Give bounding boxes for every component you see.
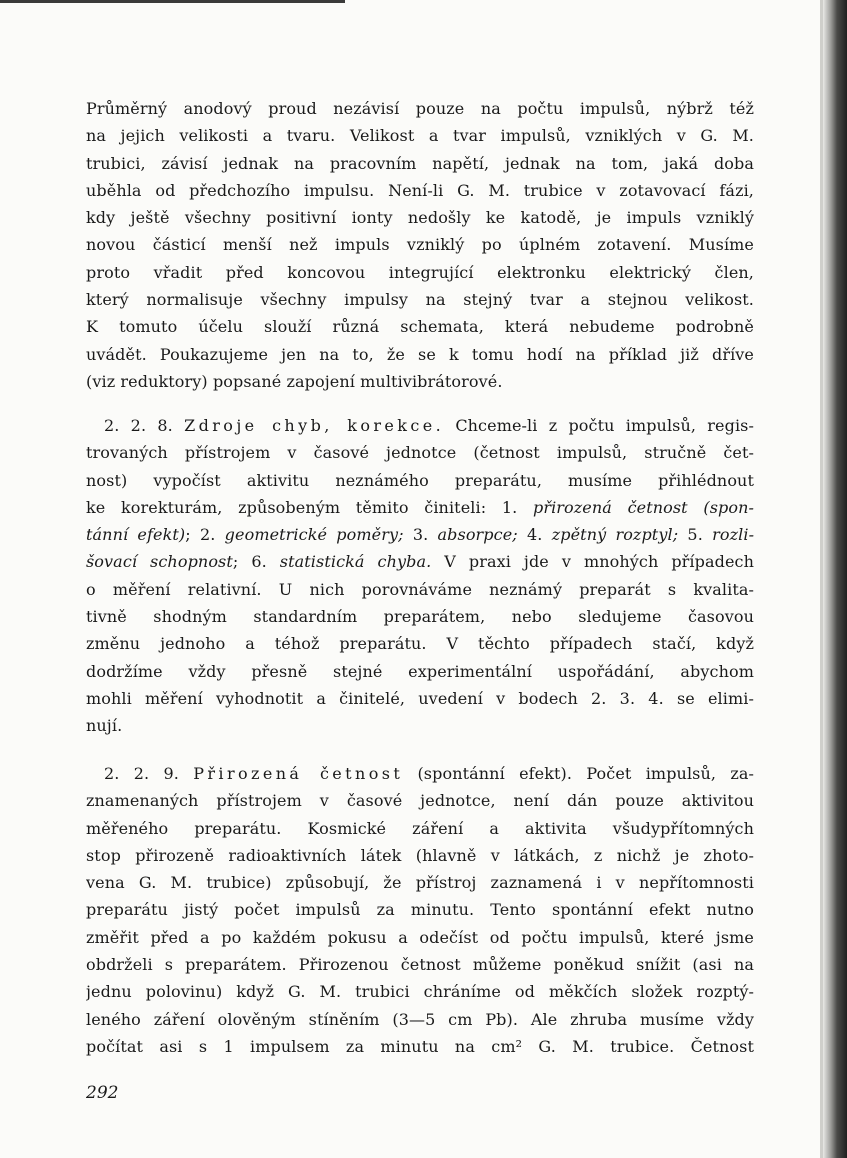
text-line: uběhla od předchozího impulsu. Není-li G. M. trubice v zotavovací fázi, (86, 180, 754, 200)
heading-line-text: (spontánní efekt). Počet impulsů, za- (417, 764, 754, 783)
section-number: 2. 2. 9. (104, 764, 179, 783)
text-line: na jejich velikosti a tvaru. Velikost a tvar impulsů, vzniklých v G. M. (86, 126, 754, 146)
text-line: stop přirozeně radioaktivních látek (hlavně v látkách, z nichž je zhoto- (86, 845, 754, 865)
italic-term: statistická chyba. (279, 552, 432, 572)
paragraph-anode-current (86, 95, 754, 395)
top-rule (0, 0, 345, 3)
text-line: jednu polovinu) když G. M. trubici chráníme od měkčích složek rozptý- (86, 982, 754, 1002)
text-line: obdrželi s preparátem. Přirozenou četnost můžeme poněkud snížit (asi na (86, 955, 754, 975)
text-line: počítat asi s 1 impulsem za minutu na cm² G. M. trubice. Četnost (86, 1036, 754, 1056)
text-line: znamenaných přístrojem v časové jednotce, není dán pouze aktivitou (86, 791, 754, 811)
text-line: Průměrný anodový proud nezávisí pouze na počtu impulsů, nýbrž též (86, 99, 754, 118)
text-line: proto vřadit před koncovou integrující elektronku elektrický člen, (86, 262, 754, 282)
page-number: 292 (86, 1083, 119, 1103)
section-2-2-8 (86, 412, 754, 740)
text-line: vena G. M. trubice) způsobují, že přístroj zaznamená i v nepřítomnosti (86, 873, 754, 893)
text-line: měřeného preparátu. Kosmické záření a aktivita všudypřítomných (86, 818, 754, 838)
line-text: ; 2. (185, 525, 216, 545)
text-line: nost) vypočíst aktivitu neznámého preparátu, musíme přihlédnout (86, 470, 754, 490)
line-text: ke korekturám, způsobeným těmito činiteli: 1. (86, 497, 518, 517)
text-line: (viz reduktory) popsané zapojení multivibrátorové. (86, 371, 503, 391)
text-line (86, 548, 754, 575)
text-line: trubici, závisí jednak na pracovním napětí, jednak na tom, jaká doba (86, 153, 754, 173)
text-line: tivně shodným standardním preparátem, nebo sledujeme časovou (86, 607, 754, 627)
text-line: K tomuto účelu slouží různá schemata, která nebudeme podrobně (86, 317, 754, 337)
line-text: ; 6. (232, 552, 267, 572)
italic-term: absorpce; (437, 525, 518, 545)
text-line: o měření relativní. U nich porovnáváme neznámý preparát s kvalita- (86, 579, 754, 599)
text-line: novou částicí menší než impuls vzniklý po úplném zotavení. Musíme (86, 235, 754, 255)
italic-term: geometrické poměry; (224, 525, 404, 545)
line-text: V praxi jde v mnohých případech (444, 552, 754, 572)
italic-term: zpětný rozptyl; (551, 525, 679, 545)
text-line: uvádět. Poukazujeme jen na to, že se k tomu hodí na příklad již dříve (86, 344, 754, 364)
line-text: 3. (412, 525, 429, 545)
italic-term: šovací schopnost (86, 552, 233, 572)
section-heading-line (86, 412, 754, 439)
section-2-2-9 (86, 760, 754, 1060)
italic-term: tánní efekt) (86, 525, 186, 545)
line-text: 4. (527, 525, 543, 545)
section-heading: Zdroje chyb, korekce. (184, 416, 445, 435)
section-heading: Přirozená četnost (193, 764, 404, 783)
text-line: změnu jednoho a téhož preparátu. V těchto případech stačí, když (86, 634, 754, 654)
text-line: který normalisuje všechny impulsy na stejný tvar a stejnou velikost. (86, 290, 754, 310)
line-text: 5. (687, 525, 703, 545)
text-line: změřit před a po každém pokusu a odečíst od počtu impulsů, které jsme (86, 927, 754, 947)
heading-line-text: Chceme-li z počtu impulsů, regis- (455, 416, 754, 435)
section-number: 2. 2. 8. (104, 416, 173, 435)
text-line: kdy ještě všechny positivní ionty nedošly ke katodě, je impuls vzniklý (86, 208, 754, 228)
book-spine-edge (823, 0, 847, 1158)
text-line: preparátu jistý počet impulsů za minutu. Tento spontánní efekt nutno (86, 900, 754, 920)
italic-term: rozli- (712, 525, 754, 545)
text-line: dodržíme vždy přesně stejné experimentální uspořádání, abychom (86, 661, 754, 681)
text-line (86, 494, 754, 521)
text-line: leného záření olověným stíněním (3—5 cm Pb). Ale zhruba musíme vždy (86, 1009, 754, 1029)
text-line: trovaných přístrojem v časové jednotce (četnost impulsů, stručně čet- (86, 443, 754, 463)
text-line: mohli měření vyhodnotit a činitelé, uvedení v bodech 2. 3. 4. se elimi- (86, 688, 754, 708)
section-heading-line (86, 760, 754, 787)
text-line (86, 521, 754, 548)
text-line: nují. (86, 716, 123, 736)
italic-term: přirozená četnost (spon- (532, 497, 754, 517)
